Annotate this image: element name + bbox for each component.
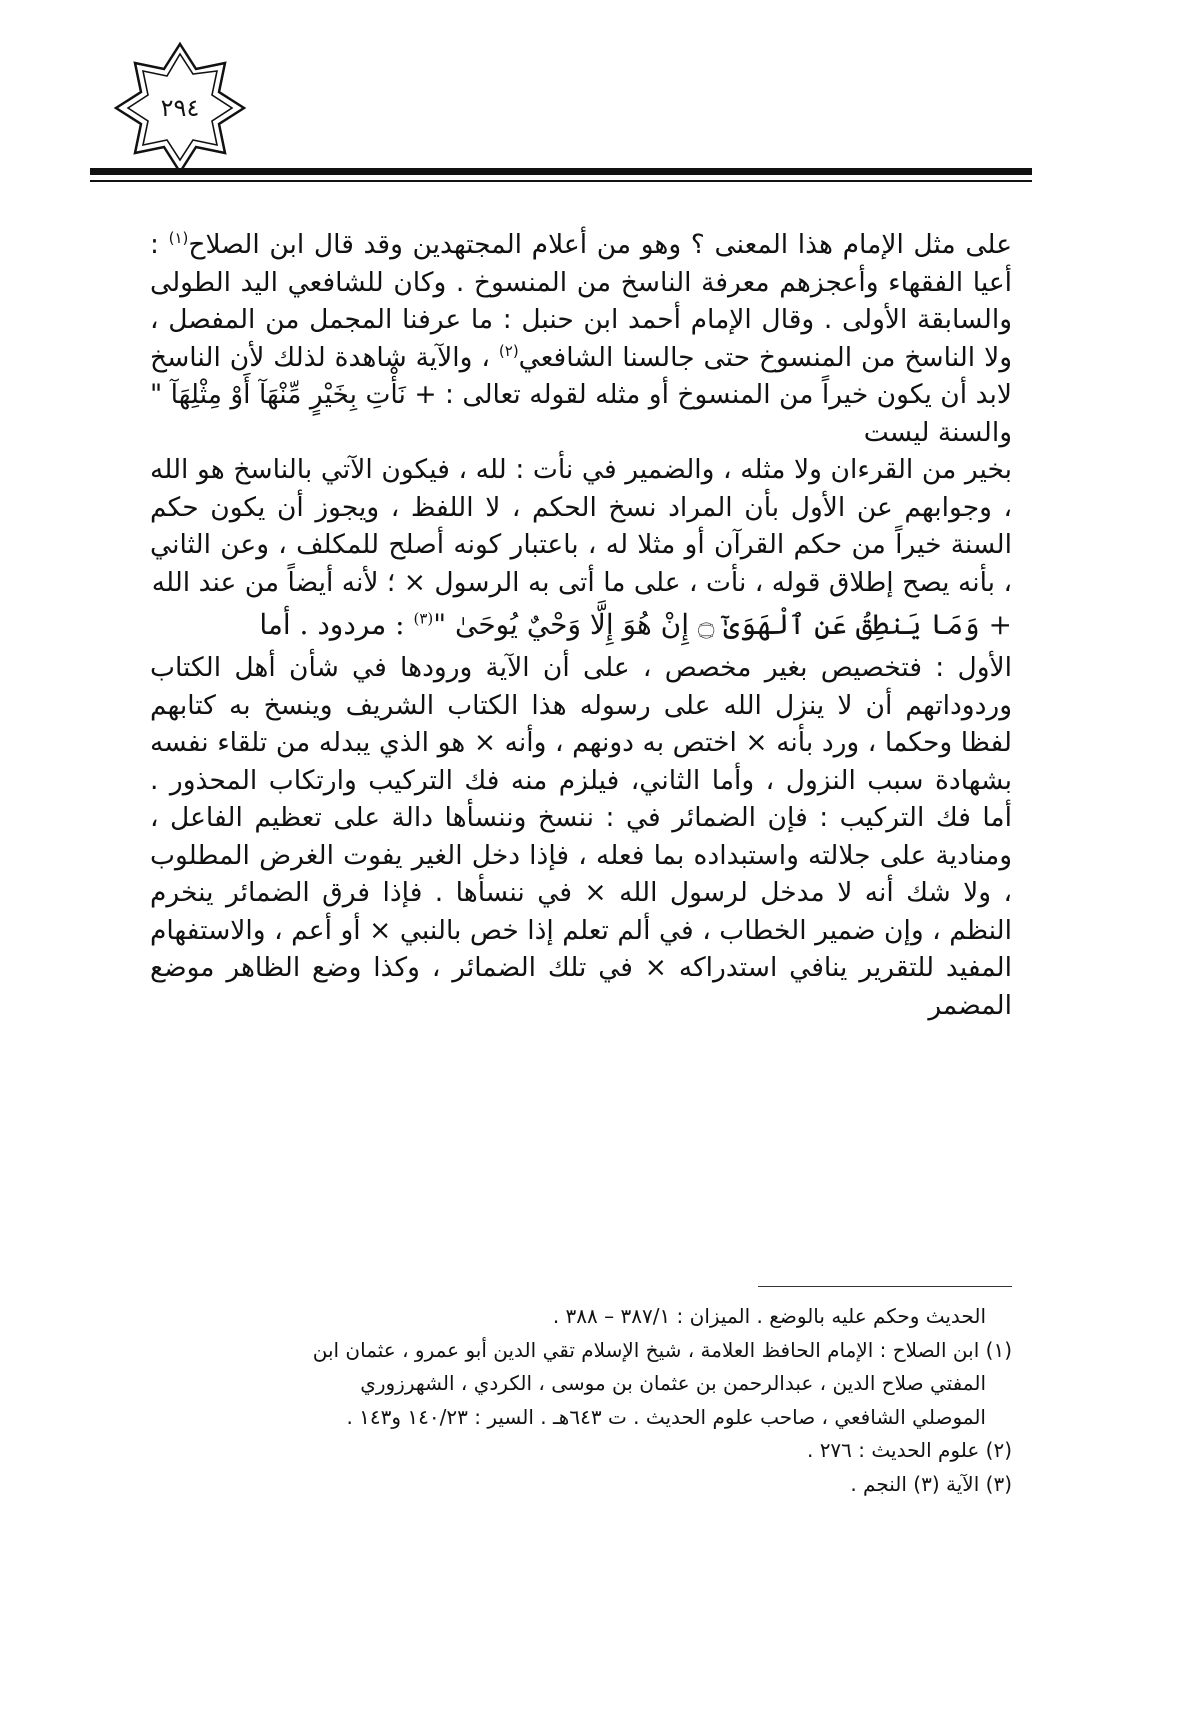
page-number: ٢٩٤: [160, 94, 200, 122]
paragraph-3-text: الأول : فتخصيص بغير مخصص ، على أن الآية ورودها في شأن أهل الكتاب وردوداتهم أن لا ينزل الله على رسوله هذا الكتاب الشريف وينسخ به كتابهم لفظا وحكما ، ورد بأنه × اختص به دونهم ، وأنه × هو الذي يبدله من تلقاء نفسه بشهادة سبب النزول ، وأما الثاني، فيلزم منه فك التركيب وارتكاب المحذور . أما فك التركيب : فإن الضمائر في : ننسخ وننسأها دالة على تعظيم الفاعل ، ومنادية على جلالته واستبداده بما فعله ، فإذا دخل الغير يفوت الغرض المطلوب ، ولا شك أنه لا مدخل لرسول الله × في ننسأها . فإذا فرق الضمائر ينخرم النظم ، وإن ضمير الخطاب ، في ألم تعلم إذا خص بالنبي × أو أعم ، والاستفهام المفيد للتقرير ينافي استدراكه × في تلك الضمائر ، وكذا وضع الظاهر موضع المضمر: [150, 652, 1012, 1021]
header-rule-thin: [90, 180, 1032, 182]
page-number-badge: [110, 38, 250, 178]
footnote-ref-1: (١): [168, 229, 189, 248]
paragraph-2: [150, 451, 1012, 601]
footnotes: [150, 1300, 1012, 1501]
footnote-ref-3: (٣): [413, 609, 434, 628]
paragraph-1-text-c: ، والآية شاهدة لذلك لأن الناسخ لابد أن يكون خيراً من المنسوخ أو مثله لقوله تعالى : + نَأْتِ بِخَيْرٍ مِّنْهَآ أَوْ مِثْلِهَآ " والسنة ليست: [150, 341, 1012, 448]
footnote-separator: [758, 1286, 1012, 1287]
paragraph-3: [150, 649, 1012, 1024]
footnote-ref-2: (٢): [498, 341, 519, 360]
footnote-3: (٣) الآية (٣) النجم .: [850, 1471, 1012, 1496]
footnote-1-line-3: الموصلي الشافعي ، صاحب علوم الحديث . ت ٦٤٣هـ . السير : ١٤٠/٢٣ و١٤٣ .: [346, 1404, 986, 1429]
paragraph-1: [150, 226, 1012, 451]
verse-line-tail: : مردود . أما: [259, 608, 414, 641]
paragraph-2-text: بخير من القرءان ولا مثله ، والضمير في نأت : لله ، فيكون الآتي بالناسخ هو الله ، وجوابهم عن الأول بأن المراد نسخ الحكم ، لا اللفظ ، ويجوز أن يكون حكم السنة خيراً من حكم القرآن أو مثلا له ، باعتبار كونه أصلح للمكلف ، وعن الثاني ، بأنه يصح إطلاق قوله ، نأت ، على ما أتى به الرسول × ؛ لأنه أيضاً من عند الله: [150, 454, 1012, 598]
footnote-1-line-1: (١) ابن الصلاح : الإمام الحافظ العلامة ، شيخ الإسلام تقي الدين أبو عمرو ، عثمان ابن: [312, 1337, 1012, 1362]
main-text: [150, 226, 1012, 1024]
quran-verse-line: [150, 601, 1012, 649]
quran-verse: + وَمَا يَنطِقُ عَنِ ٱلْهَوَىٰٓ ۝ إِنْ هُوَ إِلَّا وَحْيٌ يُوحَىٰ ": [433, 608, 1012, 641]
paragraph-1-text-b: : أعيا الفقهاء وأعجزهم معرفة الناسخ من المنسوخ . وكان للشافعي اليد الطولى والسابقة الأولى . وقال الإمام أحمد ابن حنبل : ما عرفنا المجمل من المفصل ، ولا الناسخ من المنسوخ حتى جالسنا الشافعي: [150, 229, 1012, 373]
footnote-2: (٢) علوم الحديث : ٢٧٦ .: [806, 1438, 1012, 1462]
header-rule-thick: [90, 168, 1032, 175]
footnote-1-line-2: المفتي صلاح الدين ، عبدالرحمن بن عثمان بن موسى ، الكردي ، الشهرزوري: [360, 1371, 986, 1395]
paragraph-1-text-a: على مثل الإمام هذا المعنى ؟ وهو من أعلام المجتهدين وقد قال ابن الصلاح: [188, 229, 1013, 260]
footnote-continuation: الحديث وحكم عليه بالوضع . الميزان : ٣٨٧/١ – ٣٨٨ .: [552, 1304, 986, 1328]
